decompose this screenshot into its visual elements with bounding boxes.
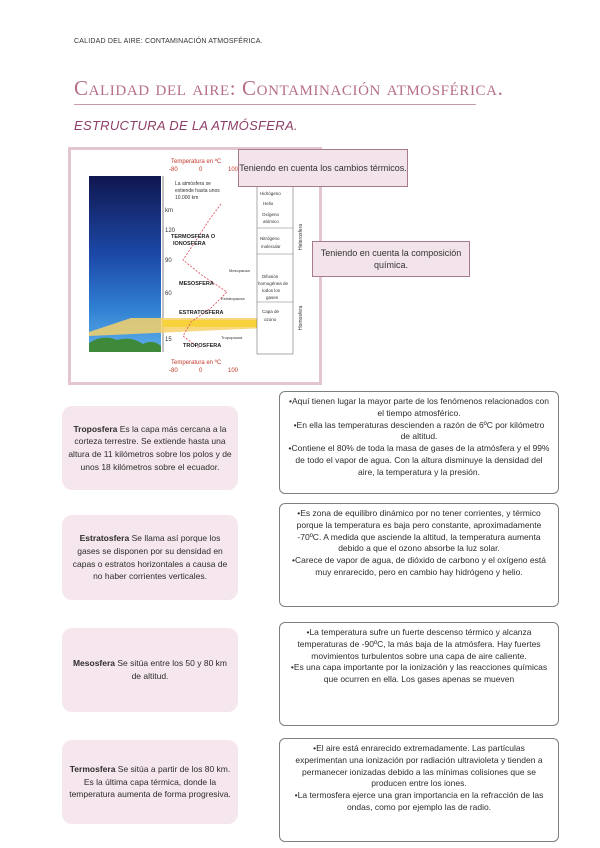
detail-item: •La temperatura sufre un fuerte descenso térmico y alcanza temperaturas de -90ºC, la más baja de la atmósfera. Hay fuertes movimientos turbulentos sobre una capa de aire caliente. bbox=[297, 627, 541, 661]
top-axis-label: Temperatura en ºC bbox=[171, 159, 222, 165]
composition-label: todos los bbox=[262, 288, 281, 293]
layer-summary: Se sitúa a partir de los 80 km. Es la última capa térmica, donde la temperatura aumenta de forma progresiva. bbox=[69, 764, 231, 800]
detail-item: •En ella las temperaturas descienden a razón de 6ºC por kilómetro de altitud. bbox=[293, 419, 545, 442]
title-underline bbox=[74, 104, 476, 105]
composition-label: Oxígeno bbox=[262, 212, 280, 217]
detail-item: •Contiene el 80% de toda la masa de gases de la atmósfera y el 99% de todo el vapor de agua. Con la altura disminuye la densidad del aire, la temperatura y la presión. bbox=[288, 443, 550, 477]
layer-label: IONOSFERA bbox=[173, 241, 206, 247]
layer-name: Estratosfera bbox=[79, 533, 130, 544]
composition-label: Helio bbox=[263, 201, 274, 206]
composition-label: Capa de bbox=[262, 309, 280, 314]
layer-label: TERMOSFERA O bbox=[171, 234, 216, 240]
layer-summary: Se llama así porque los gases se disponen por su densidad en capas o estratos horizontales a causa de no haber corrientes verticales. bbox=[72, 533, 228, 582]
altitude-tick: 90 bbox=[165, 258, 172, 264]
diagram-note: 10.000 km bbox=[175, 195, 199, 201]
thermal-criteria-text: Teniendo en cuenta los cambios térmicos. bbox=[239, 163, 407, 173]
vertical-label: Homosfera bbox=[298, 305, 304, 330]
header-note: CALIDAD DEL AIRE: CONTAMINACIÓN ATMOSFÉRICA. bbox=[74, 38, 263, 45]
boundary-label: Mesopausa bbox=[229, 268, 250, 273]
boundary-label: Estratopausa bbox=[221, 296, 245, 301]
composition-label: Nitrógeno bbox=[260, 236, 280, 241]
composition-label: gases bbox=[266, 295, 279, 300]
layer-label: MESOSFERA bbox=[179, 281, 214, 287]
composition-label: Difusión bbox=[262, 274, 279, 279]
chemical-criteria-box bbox=[312, 241, 470, 277]
altitude-tick: 60 bbox=[165, 291, 172, 297]
diagram-note: extiende hasta unos bbox=[175, 188, 220, 194]
top-tick: -80 bbox=[169, 167, 178, 173]
boundary-label: Tropopausa bbox=[221, 335, 243, 340]
layer-name: Mesosfera bbox=[72, 658, 116, 669]
layer-details-troposfera bbox=[279, 391, 559, 494]
page-subtitle: ESTRUCTURA DE LA ATMÓSFERA. bbox=[74, 118, 298, 133]
detail-item: •El aire está enrarecido extremadamente. Las partículas experimentan una ionización por radiación ultravioleta y tienden a permanecer ionizadas debido a las mínimas colisiones que se producen entre los iones. bbox=[295, 743, 543, 789]
composition-label: molecular bbox=[261, 244, 281, 249]
bottom-tick: 0 bbox=[199, 368, 203, 374]
bottom-axis-label: Temperatura en ºC bbox=[171, 360, 222, 366]
layer-details-estratosfera bbox=[279, 503, 559, 607]
layer-name: Termosfera bbox=[69, 764, 116, 775]
layer-pill-termosfera bbox=[62, 740, 238, 824]
thermal-criteria-box bbox=[238, 149, 408, 187]
altitude-tick: 15 bbox=[165, 337, 172, 343]
composition-label: atómico bbox=[263, 219, 279, 224]
composition-label: homogénea de bbox=[258, 281, 289, 286]
page-title: Calidad del aire: Contaminación atmosférica. bbox=[74, 76, 504, 100]
chemical-criteria-text: Teniendo en cuenta la composición química. bbox=[320, 248, 462, 270]
detail-item: •Aquí tienen lugar la mayor parte de los fenómenos relacionados con el tiempo atmosférico. bbox=[288, 396, 550, 418]
diagram-note: La atmósfera se bbox=[175, 181, 211, 187]
detail-item: •Es zona de equilibro dinámico por no tener corrientes, y térmico porque la temperatura es baja pero constante, aproximadamente -70ºC. A medida que asciende la altitud, la temperatura aumenta debido a que el ozono absorbe la luz solar. bbox=[296, 508, 542, 554]
layer-label: TROPOSFERA bbox=[183, 343, 222, 349]
layer-name: Troposfera bbox=[73, 423, 118, 434]
detail-item: •Carece de vapor de agua, de dióxido de carbono y el oxígeno está muy enrarecido, pero en cambio hay hidrógeno y helio. bbox=[292, 555, 546, 577]
layer-details-mesosfera bbox=[279, 622, 559, 726]
altitude-tick: 120 bbox=[165, 228, 176, 234]
vertical-label: Heterosfera bbox=[298, 223, 304, 250]
layer-pill-mesosfera bbox=[62, 628, 238, 712]
layer-label: ESTRATOSFERA bbox=[179, 310, 224, 316]
layer-details-termosfera bbox=[279, 738, 559, 842]
layer-pill-troposfera bbox=[62, 406, 238, 490]
bottom-tick: 100 bbox=[228, 368, 239, 374]
top-tick: 0 bbox=[199, 167, 203, 173]
layer-summary: Se sitúa entre los 50 y 80 km de altitud. bbox=[115, 658, 228, 681]
bottom-tick: -80 bbox=[169, 368, 178, 374]
composition-label: ozono bbox=[264, 317, 277, 322]
layer-summary: Es la capa más cercana a la corteza terrestre. Se extiende hasta una altura de 11 kilómetros sobre los polos y de unos 18 kilómetros sobre el ecuador. bbox=[68, 423, 232, 472]
top-tick: 100 bbox=[228, 167, 239, 173]
km-label: km bbox=[165, 208, 173, 214]
detail-item: •Es una capa importante por la ionización y las reacciones químicas que ocurren en ella. Los gases apenas se mueven bbox=[290, 662, 548, 685]
detail-item: •La termosfera ejerce una gran importancia en la refracción de las ondas, como por ejemplo las de radio. bbox=[294, 790, 544, 812]
composition-label: Hidrógeno bbox=[260, 191, 281, 196]
layer-pill-estratosfera bbox=[62, 515, 238, 600]
